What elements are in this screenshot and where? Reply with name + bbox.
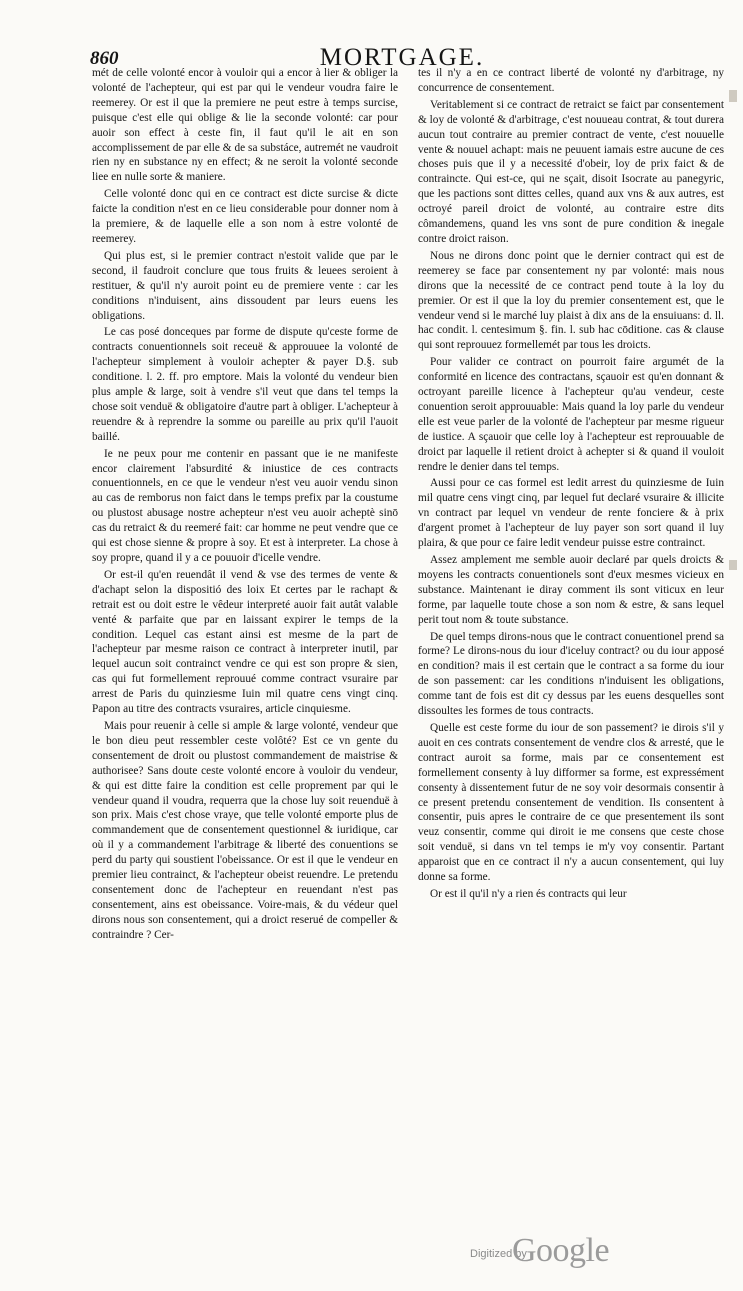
page-edge-mark [729,90,737,102]
paragraph: De quel temps dirons-nous que le contract conuentionel prend sa forme? Le dirons-nous du iour d'iceluy contract? ou du iour apposé en condition? mais il est certain que le contract a sa forme du iour de son passement: car les conditions n'induisent les obligations, comme tant de fois est dit cy dessus par les euens desquelles sont dissoultes les formes de tous contracts. [418,630,724,718]
paragraph: Mais pour reuenir à celle si ample & large volonté, vendeur que le bon dieu peut ressembler ceste volôté? Est ce vn gente du consentement de droit ou plustost commandement de maistrise & authorisee? Sans doute ceste volonté encore à vouloir du vendeur, & qui est ditte faire la condition est celle proprement par qui le vendeur quand il voudra, requerra que la chose luy soit reuenduë à son prix. Mais c'est chose vraye, que telle volonté emporte plus de commandement que de consentement questionnel & iuridique, car où il y a commandement l'arbitrage & liberté des conuentions se perd du party qui soustient l'obeissance. Or est il que le vendeur en premier lieu contrainct, & l'achepteur obeist reuendre. Le pretendu consentement donc de l'achepteur en reuendant n'est pas consentement, ains est obeissance. Voire-mais, & du védeur quel dirons nous son consentement, qui a droict reserué de compeller & contraindre ? Cer- [92,719,398,941]
paragraph: Or est-il qu'en reuendât il vend & vse des termes de vente & d'achapt selon la dispositió des loix Et certes par le rachapt & retrait est ou doit estre le vêdeur interpreté auoir fait autât valable venté & parfaite que par en laissant expirer le temps de la condition. Lequel cas estant ainsi est mesme de la part de l'achepteur par mesme raison ce contract à interpreter inutil, par lequel aucun soit contrainct vendre ce qui est son propre & sien, cas qui fut formellement reprouué comme contract vsuraire par arrest de Paris du quinziesme Iuin mil quatre cens vingt cinq. Papon au titre des contracts vsuraires, article cinquiesme. [92,568,398,716]
left-column [92,66,398,1156]
paragraph: Nous ne dirons donc point que le dernier contract qui est de reemerey se face par consentement ny par volonté: mais nous dirons que la necessité de ce contract pend toute à la loy du premier. Or est il que la loy du premier consentement est, que le vendeur vend si le marché luy plaist à dix ans de la ensuiuans: d. ll. hac condit. l. centesimum §. fin. l. sub hac cōditione. cas & clause qui sont reprouuez formellemét par tous les droicts. [418,249,724,352]
paragraph: Aussi pour ce cas formel est ledit arrest du quinziesme de Iuin mil quatre cens vingt cinq, par lequel fut declaré vsuraire & illicite vn contract par lequel vn vendeur de rente fonciere & à prix d'argent promet à l'achepteur de luy payer son sort quand il luy plaira, & que pour ce faire ledit vendeur puisse estre contrainct. [418,477,724,550]
paragraph: Assez amplement me semble auoir declaré par quels droicts & moyens les contracts conuentionels sont d'eux mesmes vicieux en substance. Maintenant ie diray comment ils sont viticux en leur forme, par laquelle toute chose a son nom & estre, & sans lequel perit tout nom & toute substance. [418,554,724,626]
paragraph: Qui plus est, si le premier contract n'estoit valide que par le second, il faudroit conclure que tous fruits & leuees seroient à restituer, & qu'il n'y auroit point eu de premiere vente : car les conditions n'induisent, ains dissoudent par leurs euens les obligations. [92,249,398,322]
paragraph: tes il n'y a en ce contract liberté de volonté ny d'arbitrage, ny concurrence de consentement. [418,67,724,94]
digitized-by-label: Digitized by [470,1248,527,1260]
page-edge-mark [729,560,737,570]
right-column [418,66,724,1156]
paragraph: Celle volonté donc qui en ce contract est dicte surcise & dicte faicte la condition n'est en ce lieu considerable pour donner nom à la premiere, & de laquelle elle a son nom à estre volonté de reemerey. [92,188,398,245]
paragraph: Ie ne peux pour me contenir en passant que ie ne manifeste encor clairement l'absurdité & iniustice de ces contracts conuentionnels, en ce que le vendeur n'est veu auoir vendu sinon au cas de remborus non faict dans le temps prefix par la coustume ou plustost abusage nostre achepteur n'est veu auoir acheptè sinō cas du retraict & du reemeré fait: car homme ne peut vendre que ce qui est chose sienne & propre à soy. Et est à interpreter. La chose à soy propre, quand il y a ce pouuoir d'icelle vendre. [92,447,398,564]
paragraph: Le cas posé donceques par forme de dispute qu'ceste forme de contracts conuentionnels soit receuë & approuuee la volonté de l'achepteur simplement à vouloir achepter & payer D.§. sub conditione. l. 2. ff. pro emptore. Mais la volonté du vendeur bien plus ample & large, soit à vendre s'il veut que dans tel temps la chose soit venduë & obligatoire d'autre part à obliger. L'achepteur à reuendre & à reprendre la somme ou pareille au prix qu'il l'auoit baillé. [92,326,398,443]
page-number: 860 [90,48,119,69]
paragraph: Pour valider ce contract on pourroit faire argumét de la conformité en licence des contractans, sçauoir est qu'en donnant & octroyant pareille licence à l'achepteur qu'au vendeur, ceste conuention seroit approuuable: Mais quand la loy parle du vendeur elle est veue parler de la volonté de l'achepteur par mesme rigueur de iustice. A sçauoir que celle loy à l'achepteur est reprouuable de droict par laquelle il retient droict à achepter si & quand il vouloit rendre le denier dans tel temps. [418,356,724,473]
paragraph: mét de celle volonté encor à vouloir qui a encor à lier & obliger la volonté de l'achepteur, qui est par qui le vendeur voudra faire le reemerey. Or est il que la premiere ne peut estre à temps surcise, puisque c'est elle qui oblige & lie la seconde volonté: car pour auoir son effect à ceste fin, il faut qu'il le ait en son accomplissement de par elle & de sa substáce, autremét ne vaudroit rien ny en substance ny en effect; & ne seroit la volonté seconde liee en nulle sorte & maniere. [92,67,398,184]
google-logo: Google [512,1232,610,1269]
paragraph: Veritablement si ce contract de retraict se faict par consentement & loy de volonté & d'arbitrage, c'est nouueau contrat, & tout durera aucun tout contraire au premier contract de vente, c'est nouuelle vente & nouuel achapt: mais ne peuuent iamais estre aucune de ces choses puis que il y a necessité d'obeir, loy de prix faict & de contraincte. Qui est-ce, qui ne sçait, disoit Isocrate au panegyric, que les pactions sont dittes celles, quand aux vns & aux autres, est octroyé pareil droict de volonté, au contraire estre dits cômandemens, quand les vns sont de pure condition & inegale contre droict raison. [418,98,724,245]
paragraph: Or est il qu'il n'y a rien és contracts qui leur [430,887,627,900]
paragraph: Quelle est ceste forme du iour de son passement? ie dirois s'il y auoit en ces contrats consentement de vendre clos & arresté, que le contract auroit sa forme, mais par ce consentement est formellement consenty à luy difformer sa forme, est expressément consenty à dissentement futur de ne soy voir desormais consentir à ce present pretendu consentement de vendition. Ils consentent à consentir, puis apres le contraire de ce que presentement ils sont veuz consentir, comme qui diroit ie me consens que ceste chose soit venduë, si dans vn tel temps ie m'y voy consentir. Partant apparoist que en ce contract il n'y a aucun consentement, qui luy donne sa forme. [418,721,724,884]
running-title: MORTGAGE. [319,44,485,71]
